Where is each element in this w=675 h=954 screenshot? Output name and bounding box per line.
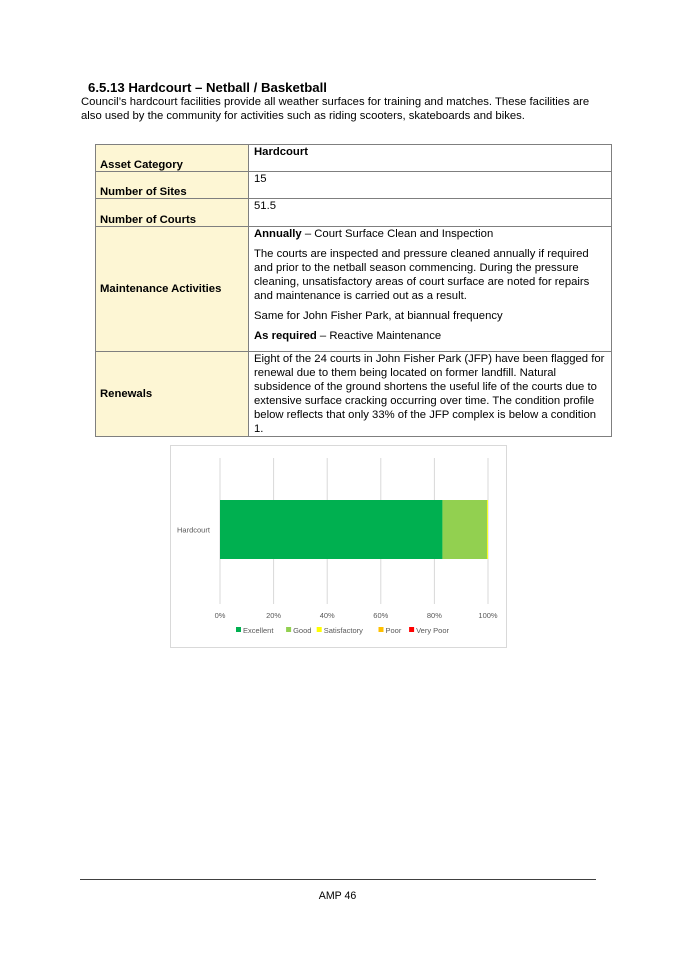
jfp-note: Same for John Fisher Park, at biannual frequency bbox=[254, 310, 503, 322]
bar-segment-excellent bbox=[220, 500, 442, 559]
legend-swatch bbox=[236, 627, 241, 632]
row-value: Hardcourt bbox=[249, 145, 612, 172]
table-row-renewals bbox=[96, 352, 612, 437]
row-label: Asset Category bbox=[96, 145, 249, 172]
asreq-bold: As required bbox=[254, 330, 317, 342]
legend-label: Poor bbox=[385, 626, 402, 635]
y-category-label: Hardcourt bbox=[177, 525, 210, 535]
annual-text: – Court Surface Clean and Inspection bbox=[301, 228, 494, 240]
renewals-text: Eight of the 24 courts in John Fisher Park (JFP) have been flagged for renewal due to them being located on former landfill. Natural subsidence of the ground shortens the useful life of the courts due to extensive surface cracking occurring over time. The condition profile below reflects that only 33% of the JFP complex is below a condition 1. bbox=[249, 352, 612, 437]
table-row-maintenance bbox=[96, 227, 612, 352]
row-label: Renewals bbox=[96, 352, 249, 437]
legend-swatch bbox=[409, 627, 414, 632]
asreq-line bbox=[254, 329, 606, 343]
section-heading: 6.5.13 Hardcourt – Netball / Basketball bbox=[88, 80, 327, 95]
annual-line bbox=[254, 227, 606, 241]
legend-swatch bbox=[286, 627, 291, 632]
row-label: Number of Sites bbox=[96, 172, 249, 199]
footer-rule bbox=[80, 879, 596, 880]
x-tick-label: 40% bbox=[319, 611, 335, 620]
x-tick-label: 20% bbox=[266, 611, 282, 620]
bar-segment-good bbox=[442, 500, 487, 559]
legend-label: Very Poor bbox=[416, 626, 450, 635]
x-tick-label: 60% bbox=[373, 611, 389, 620]
legend-swatch bbox=[379, 627, 384, 632]
asreq-text: – Reactive Maintenance bbox=[316, 330, 442, 342]
condition-chart bbox=[170, 445, 507, 648]
row-label: Maintenance Activities bbox=[96, 227, 249, 352]
asset-table bbox=[95, 144, 612, 437]
legend-label: Excellent bbox=[243, 626, 274, 635]
chart-svg bbox=[171, 446, 506, 647]
legend-label: Good bbox=[293, 626, 312, 635]
table-row bbox=[96, 145, 612, 172]
x-tick-label: 100% bbox=[478, 611, 498, 620]
bar-segment-satisfactory bbox=[487, 500, 488, 559]
x-tick-label: 80% bbox=[426, 611, 442, 620]
section-intro: Council’s hardcourt facilities provide all weather surfaces for training and matches. These facilities are also used by the community for activities such as riding scooters, skateboards and bikes. bbox=[81, 96, 590, 122]
x-tick-label: 0% bbox=[214, 611, 226, 620]
table-row bbox=[96, 172, 612, 199]
page-number: AMP 46 bbox=[318, 890, 357, 902]
table-row bbox=[96, 199, 612, 227]
legend-label: Satisfactory bbox=[323, 626, 363, 635]
row-value: 51.5 bbox=[249, 199, 612, 227]
maintenance-description: The courts are inspected and pressure cleaned annually if required and prior to the netball season commencing. During the pressure cleaning, unsatisfactory areas of court surface are noted for repairs and maintenance is carried out as a result. bbox=[254, 248, 590, 302]
annual-bold: Annually bbox=[254, 228, 302, 240]
legend-swatch bbox=[317, 627, 322, 632]
maintenance-details bbox=[249, 227, 612, 352]
row-value: 15 bbox=[249, 172, 612, 199]
row-label: Number of Courts bbox=[96, 199, 249, 227]
